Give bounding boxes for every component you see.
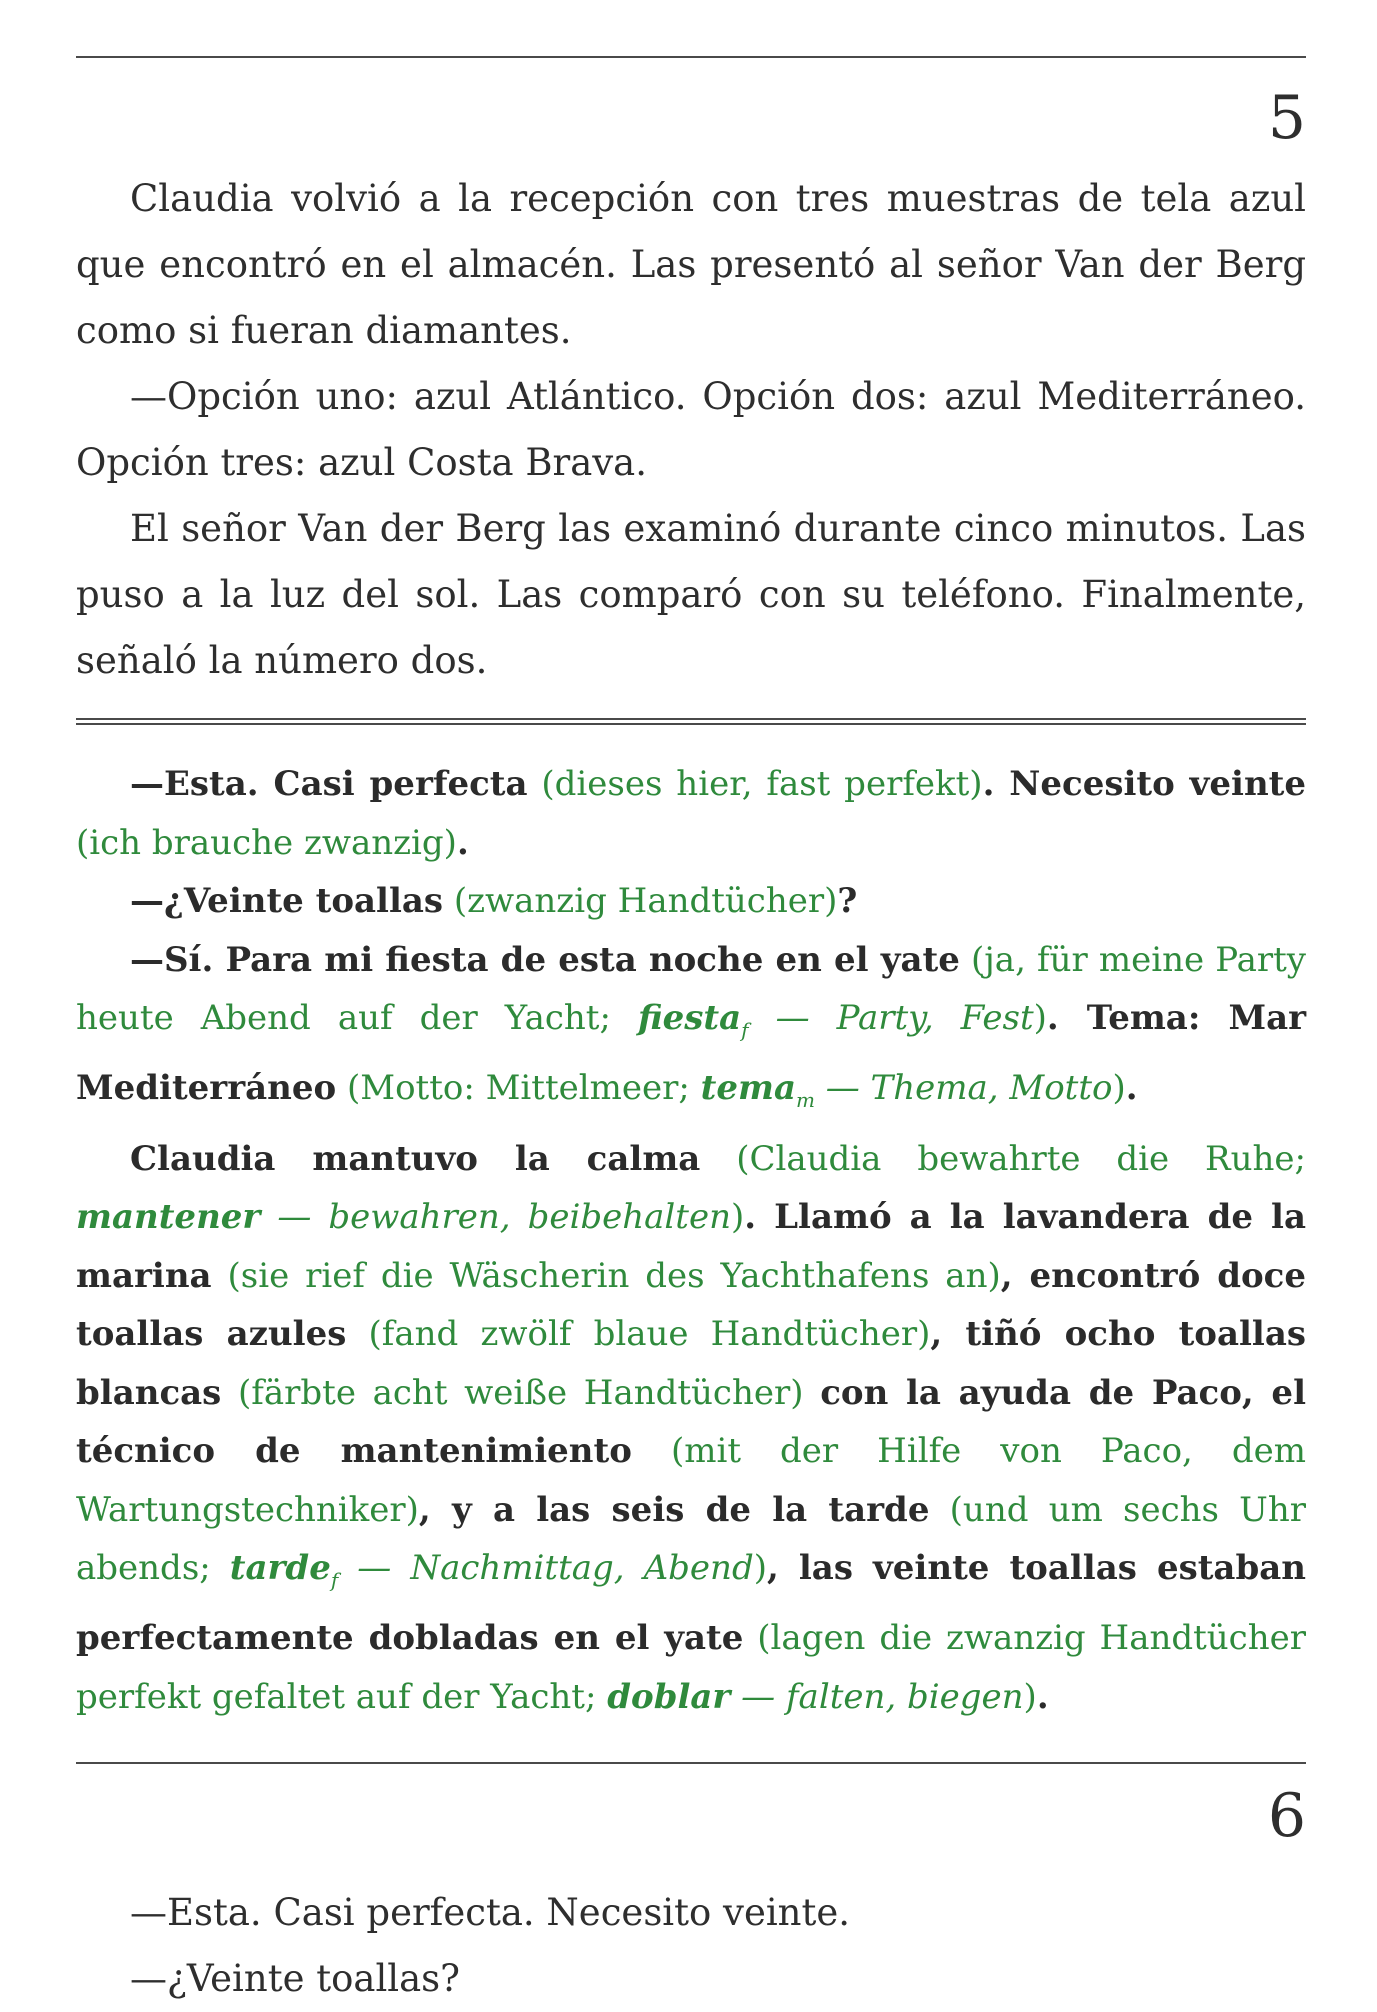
paragraph: Claudia volvió a la recepción con tres muestras de tela azul que encontró en el almacén. Las presentó al señor Van der Berg como si fueran diamantes. [76,177,1306,352]
annotated-paragraph: Claudia mantuvo la calma (Claudia bewahrte die Ruhe; mantener — bewahren, beibehalten). Llamó a la lavandera de la marina (sie rief die Wäscherin des Yachthafens an), encontró doce toallas azules (fand zwölf blaue Handtücher), tiñó ocho toallas blancas (färbte acht weiße Handtücher) con la ayuda de Paco, el técnico de mantenimiento (mit der Hilfe von Paco, dem Wartungstechniker), y a las seis de la tarde (und um sechs Uhr abends; tarde$_f$ — Nachmittag, Abend), las veinte toallas estaban perfectamente dobladas en el yate (lagen die zwanzig Handtücher perfekt gefaltet auf der Yacht; doblar — falten, biegen). [76,1138,1307,1717]
paragraph: —Esta. Casi perfecta. Necesito veinte. [130,1891,851,1935]
section-number-6: 6 [1267,1781,1306,1852]
section-6-text [76,1880,1306,2012]
annotated-paragraph: —Esta. Casi perfecta (dieses hier, fast perfekt). Necesito veinte (ich brauche zwanzig). [76,764,1306,863]
paragraph: El señor Van der Berg las examinó durante cinco minutos. Las puso a la luz del sol. Las comparó con su teléfono. Finalmente, señaló la número dos. [76,507,1306,682]
paragraph: —Opción uno: azul Atlántico. Opción dos: azul Mediterráneo. Opción tres: azul Costa Brava. [76,375,1306,484]
paragraph: —¿Veinte toallas? [130,1957,461,2001]
top-rule [76,56,1306,58]
section-number-5: 5 [1267,83,1306,153]
book-page [76,0,1306,2012]
annotated-paragraph: —Sí. Para mi fiesta de esta noche en el yate (ja, für meine Party heute Abend auf der Yacht; fiesta$_f$ — Party, Fest). Tema: Mar Mediterráneo (Motto: Mittelmeer; tema$_m$ — Thema, Motto). [76,939,1307,1113]
double-rule-divider [76,718,1306,725]
annotated-paragraph: —¿Veinte toallas (zwanzig Handtücher)? [130,881,858,921]
section-5-text [76,166,1306,694]
section-6-rule [76,1762,1306,1764]
annotated-text [76,755,1306,1726]
